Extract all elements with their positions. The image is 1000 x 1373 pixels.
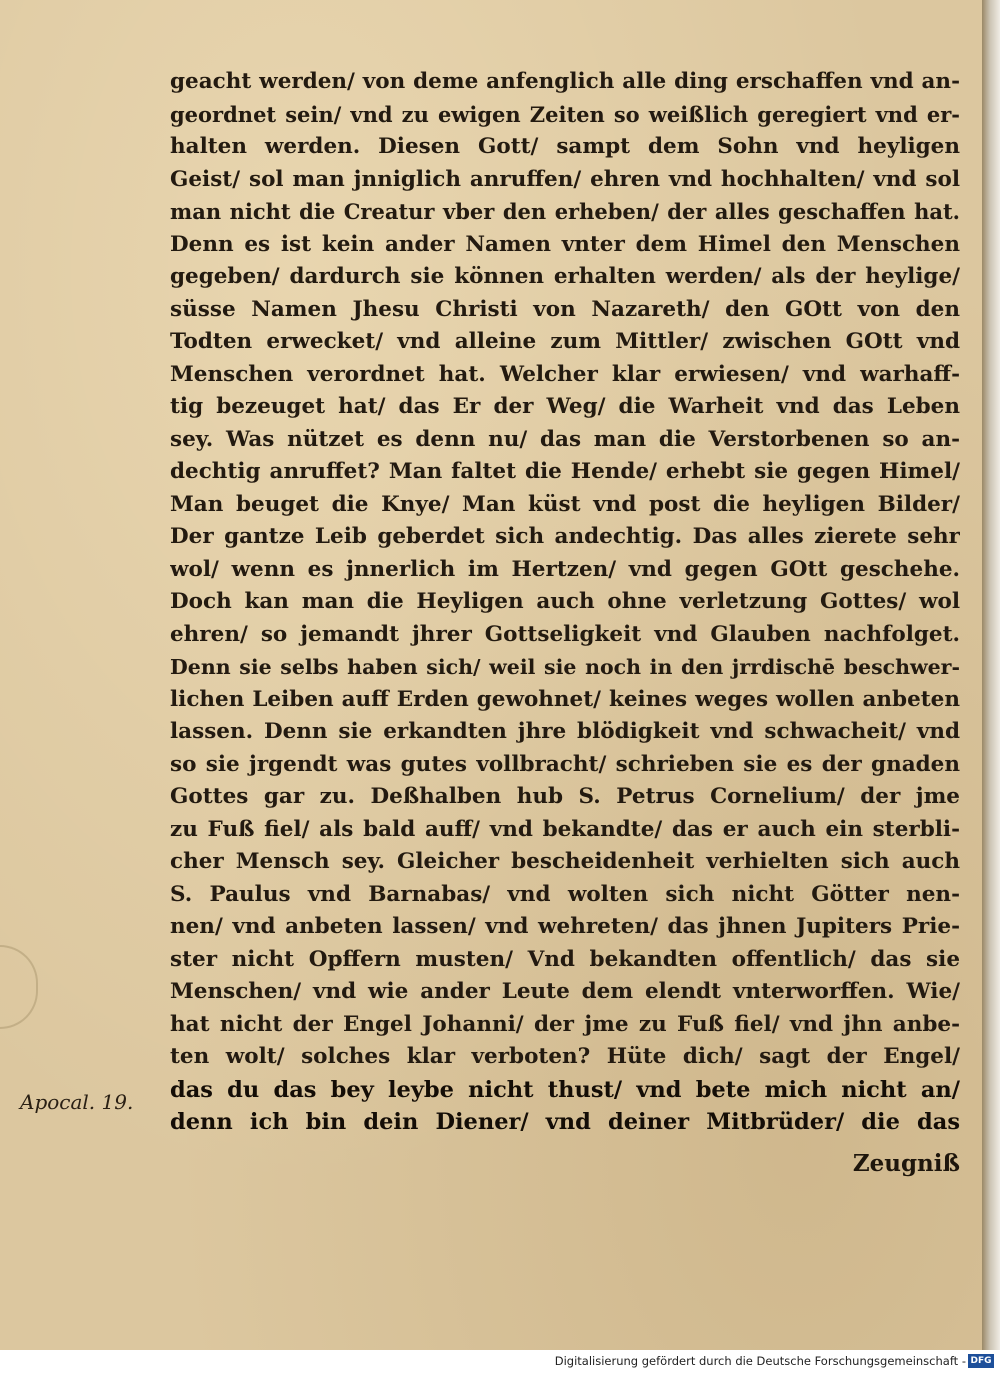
text-line: Denn sie selbs haben sich/ weil sie noch in den jrrdischē beschwer-	[170, 655, 960, 679]
text-line: S. Paulus vnd Barnabas/ vnd wolten sich nicht Götter nen-	[170, 881, 960, 907]
text-line: Menschen verordnet hat. Welcher klar erwiesen/ vnd warhaff-	[170, 361, 960, 387]
text-line: Der gantze Leib geberdet sich andechtig. Das alles zierete sehr	[170, 524, 960, 549]
dfg-logo: DFG	[968, 1354, 994, 1368]
text-line: halten werden. Diesen Gott/ sampt dem Sohn vnd heyligen	[170, 134, 960, 159]
text-line: süsse Namen Jhesu Christi von Nazareth/ den GOtt von den	[170, 296, 960, 322]
margin-note: Apocal. 19.	[20, 1090, 134, 1114]
text-line: Geist/ sol man jnniglich anruffen/ ehren vnd hochhalten/ vnd sol	[170, 166, 960, 192]
text-line: nen/ vnd anbeten lassen/ vnd wehreten/ das jhnen Jupiters Prie-	[170, 914, 960, 939]
text-line: hat nicht der Engel Johanni/ der jme zu Fuß fiel/ vnd jhn anbe-	[170, 1011, 960, 1037]
text-line: gegeben/ dardurch sie können erhalten werden/ als der heylige/	[170, 264, 960, 289]
text-line: cher Mensch sey. Gleicher bescheidenheit verhielten sich auch	[170, 849, 960, 874]
text-line: ten wolt/ solches klar verboten? Hüte dich/ sagt der Engel/	[170, 1044, 960, 1069]
text-line: denn ich bin dein Diener/ vnd deiner Mitbrüder/ die das	[170, 1109, 960, 1135]
text-line: man nicht die Creatur vber den erheben/ der alles geschaffen hat.	[170, 199, 960, 224]
binding-mark	[0, 945, 38, 1029]
text-line: Gottes gar zu. Deßhalben hub S. Petrus Cornelium/ der jme	[170, 784, 960, 809]
text-line: dechtig anruffet? Man faltet die Hende/ erhebt sie gegen Himel/	[170, 459, 960, 484]
text-line: lichen Leiben auff Erden gewohnet/ keines weges wollen anbeten	[170, 686, 960, 712]
text-line: wol/ wenn es jnnerlich im Hertzen/ vnd gegen GOtt geschehe.	[170, 556, 960, 582]
text-line: ster nicht Opffern musten/ Vnd bekandten offentlich/ das sie	[170, 946, 960, 972]
text-line: tig bezeuget hat/ das Er der Weg/ die Warheit vnd das Leben	[170, 394, 960, 419]
text-line: Todten erwecket/ vnd alleine zum Mittler/ zwischen GOtt vnd	[170, 329, 960, 354]
text-line: geordnet sein/ vnd zu ewigen Zeiten so weißlich geregiert vnd er-	[170, 101, 960, 127]
text-line: Denn es ist kein ander Namen vnter dem Himel den Menschen	[170, 231, 960, 257]
text-line: so sie jrgendt was gutes vollbracht/ schrieben sie es der gnaden	[170, 751, 960, 777]
page-edge	[982, 0, 1000, 1350]
text-line: Man beuget die Knye/ Man küst vnd post die heyligen Bilder/	[170, 491, 960, 517]
text-line: ehren/ so jemandt jhrer Gottseligkeit vnd Glauben nachfolget.	[170, 621, 960, 647]
text-line: zu Fuß fiel/ als bald auff/ vnd bekandte/ das er auch ein sterbli-	[170, 816, 960, 842]
text-line: sey. Was nützet es denn nu/ das man die Verstorbenen so an-	[170, 426, 960, 452]
catchword: Zeugniß	[852, 1150, 960, 1177]
text-line: lassen. Denn sie erkandten jhre blödigkeit vnd schwacheit/ vnd	[170, 719, 960, 744]
text-line: geacht werden/ von deme anfenglich alle ding erschaffen vnd an-	[170, 69, 960, 94]
text-line: Menschen/ vnd wie ander Leute dem elendt vnterworffen. Wie/	[170, 979, 960, 1004]
text-block	[170, 66, 960, 1139]
text-line: Doch kan man die Heyligen auch ohne verletzung Gottes/ wol	[170, 589, 960, 614]
text-line: das du das bey leybe nicht thust/ vnd bete mich nicht an/	[170, 1076, 960, 1103]
digitization-credit: Digitalisierung gefördert durch die Deutsche Forschungsgemeinschaft -	[554, 1354, 966, 1368]
